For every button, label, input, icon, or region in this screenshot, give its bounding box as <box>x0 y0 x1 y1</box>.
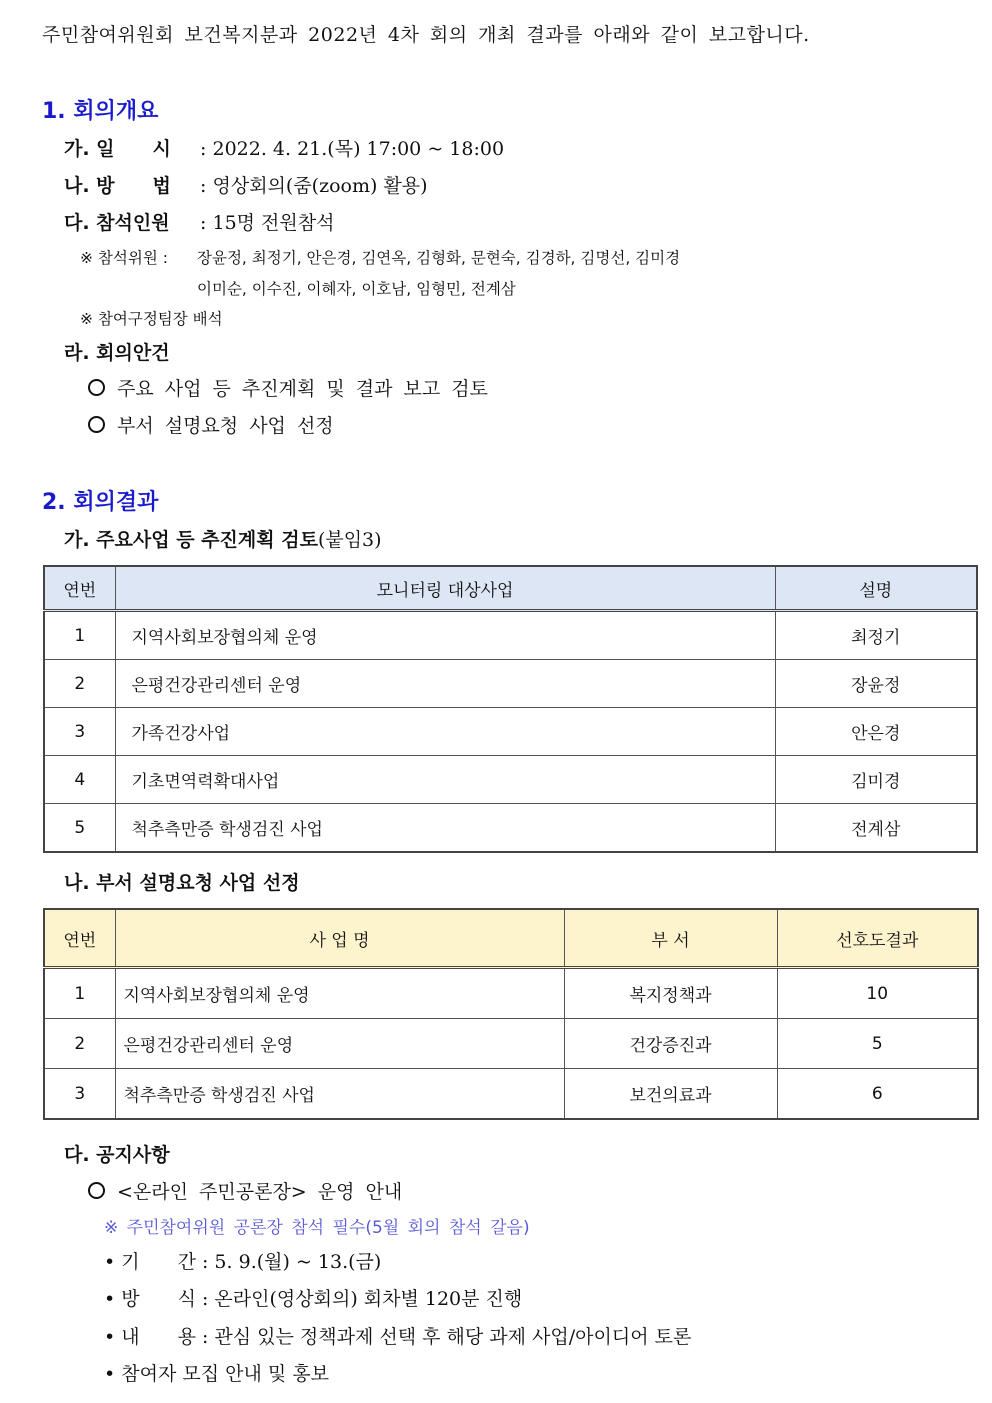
cell-no: 1 <box>44 968 115 1019</box>
method-label: 나. 방 법 <box>64 175 171 197</box>
cell-project-name: 척추측만증 학생검진 사업 <box>115 1069 564 1120</box>
col-header-project: 모니터링 대상사업 <box>115 566 775 611</box>
notice-detail-content: • 내 용 : 관심 있는 정책과제 선택 후 해당 과제 사업/아이디어 토론 <box>104 1326 692 1348</box>
cell-project: 기초면역력확대사업 <box>115 756 775 804</box>
separator: : <box>194 175 213 197</box>
separator: : <box>194 212 213 234</box>
table-row <box>44 1069 978 1120</box>
cell-presenter: 전계삼 <box>775 804 977 853</box>
circle-bullet-icon <box>88 416 105 433</box>
notice-required-note: ※ 주민참여위원 공론장 참석 필수(5월 회의 참석 갈음) <box>104 1218 530 1238</box>
datetime-label: 가. 일 시 <box>64 138 171 160</box>
attendance-label: 다. 참석인원 <box>64 212 170 234</box>
cell-no: 1 <box>44 611 115 660</box>
selection-table <box>43 908 979 1120</box>
table-header-row <box>44 909 978 968</box>
circle-bullet-icon <box>88 1182 105 1199</box>
cell-project-name: 지역사회보장협의체 운영 <box>115 968 564 1019</box>
attendees-line1: 장윤정, 최정기, 안은경, 김연옥, 김형화, 문현숙, 김경하, 김명선, 김미경 <box>197 249 681 267</box>
cell-project: 가족건강사업 <box>115 708 775 756</box>
attendees-line2: 이미순, 이수진, 이혜자, 이호남, 임형민, 전계삼 <box>197 280 516 298</box>
cell-project: 척추측만증 학생검진 사업 <box>115 804 775 853</box>
cell-presenter: 최정기 <box>775 611 977 660</box>
cell-presenter: 장윤정 <box>775 660 977 708</box>
table-header-row <box>44 566 977 611</box>
notice-detail-method: • 방 식 : 온라인(영상회의) 회차별 120분 진행 <box>104 1288 523 1310</box>
intro-text: 주민참여위원회 보건복지분과 2022년 4차 회의 개최 결과를 아래와 같이 보고합니다. <box>42 24 810 46</box>
notice-bullet-text: <온라인 주민공론장> 운영 안내 <box>117 1181 403 1203</box>
table-row <box>44 968 978 1019</box>
cell-project-name: 은평건강관리센터 운영 <box>115 1019 564 1069</box>
cell-project: 은평건강관리센터 운영 <box>115 660 775 708</box>
table-row <box>44 804 977 853</box>
notice-detail-recruit: • 참여자 모집 안내 및 홍보 <box>104 1363 329 1385</box>
cell-preference: 6 <box>777 1069 978 1120</box>
col-header-project-name: 사 업 명 <box>115 909 564 968</box>
sub-a-title <box>64 525 382 552</box>
agenda-item <box>88 411 334 438</box>
meeting-datetime <box>64 134 504 161</box>
col-header-no: 연번 <box>44 566 115 611</box>
attendance-value: 15명 전원참석 <box>212 212 335 234</box>
cell-no: 3 <box>44 1069 115 1120</box>
agenda-item-text: 주요 사업 등 추진계획 및 결과 보고 검토 <box>117 378 488 400</box>
col-header-no: 연번 <box>44 909 115 968</box>
cell-department: 건강증진과 <box>564 1019 777 1069</box>
method-value: 영상회의(줌(zoom) 활용) <box>212 175 428 197</box>
section2-title: 2. 회의결과 <box>42 490 159 515</box>
notice-bullet <box>88 1177 402 1204</box>
col-header-presenter: 설명 <box>775 566 977 611</box>
table-row <box>44 708 977 756</box>
cell-no: 3 <box>44 708 115 756</box>
notice-detail-period: • 기 간 : 5. 9.(월) ~ 13.(금) <box>104 1251 382 1273</box>
sub-c-title: 다. 공지사항 <box>64 1144 170 1166</box>
meeting-method <box>64 171 428 198</box>
meeting-attendance <box>64 208 334 235</box>
observer-note: ※ 참여구정팀장 배석 <box>80 310 223 328</box>
monitoring-table <box>43 565 978 853</box>
table-row <box>44 756 977 804</box>
datetime-value: 2022. 4. 21.(목) 17:00 ~ 18:00 <box>212 138 505 160</box>
attendees-note <box>80 246 680 268</box>
table-row <box>44 1019 978 1069</box>
col-header-preference: 선호도결과 <box>777 909 978 968</box>
section1-title: 1. 회의개요 <box>42 99 159 124</box>
circle-bullet-icon <box>88 379 105 396</box>
cell-preference: 10 <box>777 968 978 1019</box>
agenda-item-text: 부서 설명요청 사업 선정 <box>117 415 334 437</box>
cell-department: 복지정책과 <box>564 968 777 1019</box>
separator: : <box>194 138 213 160</box>
table-row <box>44 660 977 708</box>
sub-a-suffix: (붙임3) <box>317 529 382 551</box>
cell-presenter: 김미경 <box>775 756 977 804</box>
agenda-item <box>88 374 488 401</box>
cell-no: 2 <box>44 660 115 708</box>
cell-presenter: 안은경 <box>775 708 977 756</box>
sub-a-label: 가. 주요사업 등 추진계획 검토 <box>64 529 318 551</box>
cell-project: 지역사회보장협의체 운영 <box>115 611 775 660</box>
cell-no: 5 <box>44 804 115 853</box>
sub-b-title: 나. 부서 설명요청 사업 선정 <box>64 872 300 894</box>
cell-no: 2 <box>44 1019 115 1069</box>
table-row <box>44 611 977 660</box>
attendees-label: ※ 참석위원 : <box>80 249 168 267</box>
col-header-department: 부 서 <box>564 909 777 968</box>
cell-department: 보건의료과 <box>564 1069 777 1120</box>
cell-preference: 5 <box>777 1019 978 1069</box>
cell-no: 4 <box>44 756 115 804</box>
agenda-title: 라. 회의안건 <box>64 342 170 364</box>
